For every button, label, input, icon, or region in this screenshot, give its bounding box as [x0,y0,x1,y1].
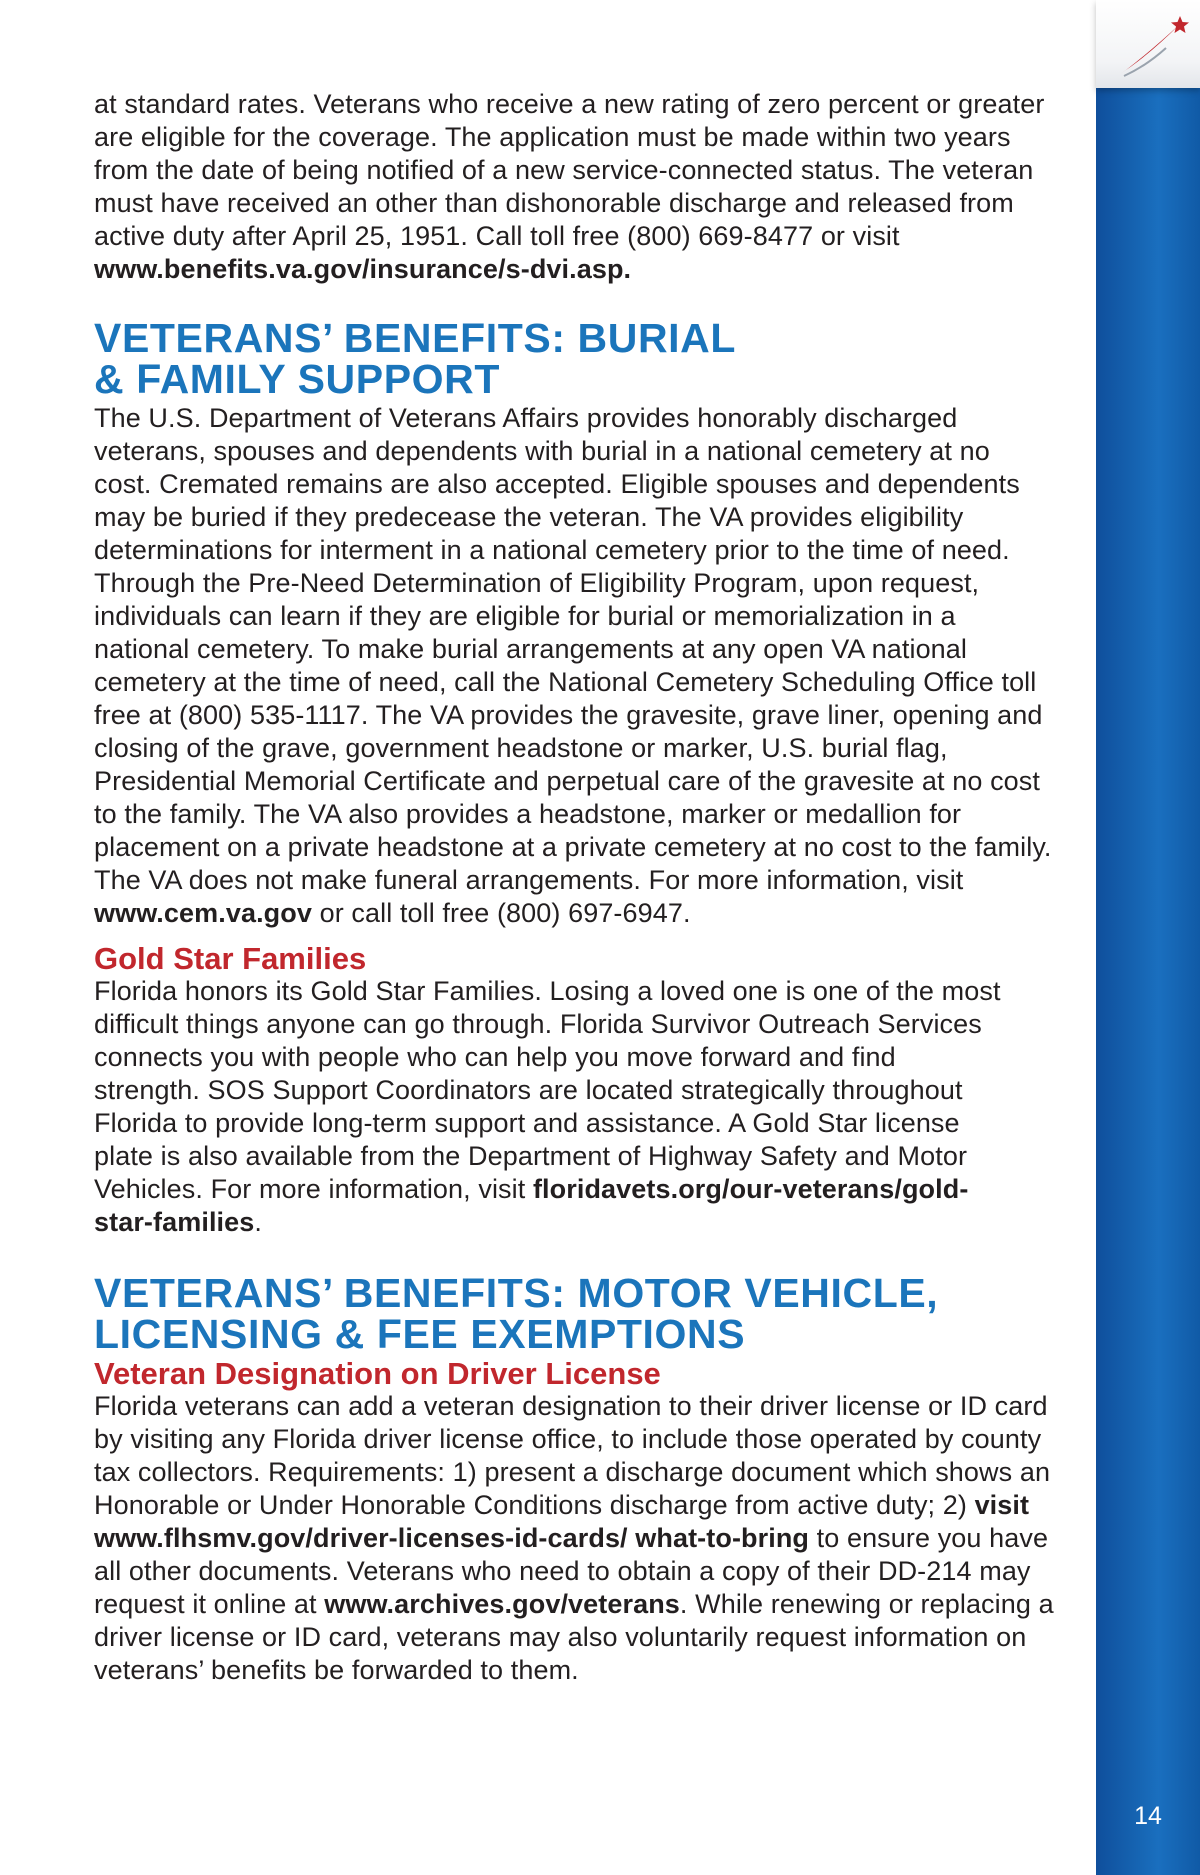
motor-heading [94,1270,1054,1357]
archives-link[interactable]: www.archives.gov/veterans [324,1589,680,1619]
driver-license-subheading: Veteran Designation on Driver License [94,1356,661,1391]
driver-license-text-2: to ensure you have all other documents. Veterans who need to obtain a copy of their DD-214 may request it online at [94,1523,1049,1619]
flhsmv-link[interactable]: visit www.flhsmv.gov/driver-licenses-id-cards/ what-to-bring [94,1490,1030,1553]
motor-heading-line1: VETERANS’ BENEFITS: MOTOR VEHICLE, [94,1270,939,1316]
burial-text: The U.S. Department of Veterans Affairs provides honorably discharged veterans, spouses and dependents with burial in a national cemetery at no cost. Cremated remains are also accepted. Eligible spouses and dependents may be buried if they predecease the veteran. The VA provides eligibility determinations for interment in a national cemetery prior to the time of need. Through the Pre-Need Determination of Eligibility Program, upon request, individuals can learn if they are eligible for burial or memorialization in a national cemetery. To make burial arrangements at any open VA national cemetery at the time of need, call the National Cemetery Scheduling Office toll free at (800) 535-1117. The VA provides the gravesite, grave liner, opening and closing of the grave, government headstone or marker, U.S. burial flag, Presidential Memorial Certificate and perpetual care of the gravesite at no cost to the family. The VA also provides a headstone, marker or medallion for placement on a private headstone at a private cemetery at no cost to the family. The VA does not make funeral arrangements. For more information, visit [94,403,1052,895]
logo-tab [1096,0,1200,88]
intro-text: at standard rates. Veterans who receive a new rating of zero percent or greater are eligible for the coverage. The application must be made within two years from the date of being notified of a new service-connected status. The veteran must have received an other than dishonorable discharge and released from active duty after April 25, 1951. Call toll free (800) 669-8477 or visit [94,89,1045,251]
gold-star-paragraph [94,975,1004,1239]
driver-license-text-1: Florida veterans can add a veteran designation to their driver license or ID card by visiting any Florida driver license office, to include those operated by county tax collectors. Requirements: 1) present a discharge document which shows an Honorable or Under Honorable Conditions discharge from active duty; 2) [94,1391,1051,1520]
page-number: 14 [1134,1802,1162,1830]
burial-paragraph [94,402,1054,930]
burial-heading-line1: VETERANS’ BENEFITS: BURIAL [94,315,737,361]
burial-heading-line2: & FAMILY SUPPORT [94,356,501,402]
motor-heading-line2: LICENSING & FEE EXEMPTIONS [94,1311,746,1357]
gold-star-link[interactable]: floridavets.org/our-veterans/gold-star-families [94,1174,969,1237]
right-sidebar [1096,0,1200,1875]
shooting-star-icon [1096,0,1200,88]
gold-star-heading: Gold Star Families [94,941,367,976]
driver-license-paragraph [94,1390,1054,1687]
intro-paragraph [94,88,1054,286]
cem-link[interactable]: www.cem.va.gov [94,898,312,928]
page-content [94,88,1054,1687]
burial-heading [94,315,1054,402]
gold-star-text: Florida honors its Gold Star Families. Losing a loved one is one of the most difficult things anyone can go through. Florida Survivor Outreach Services connects you with people who can help you move forward and find strength. SOS Support Coordinators are located strategically throughout Florida to provide long-term support and assistance. A Gold Star license plate is also available from the Department of Highway Safety and Motor Vehicles. For more information, visit [94,976,1001,1204]
gold-star-text-after: . [254,1207,262,1237]
sdvi-link[interactable]: www.benefits.va.gov/insurance/s-dvi.asp. [94,254,632,284]
driver-license-text-3: . While renewing or replacing a driver license or ID card, veterans may also voluntarily request information on veterans’ benefits be forwarded to them. [94,1589,1054,1685]
burial-text-after: or call toll free (800) 697-6947. [311,898,691,928]
